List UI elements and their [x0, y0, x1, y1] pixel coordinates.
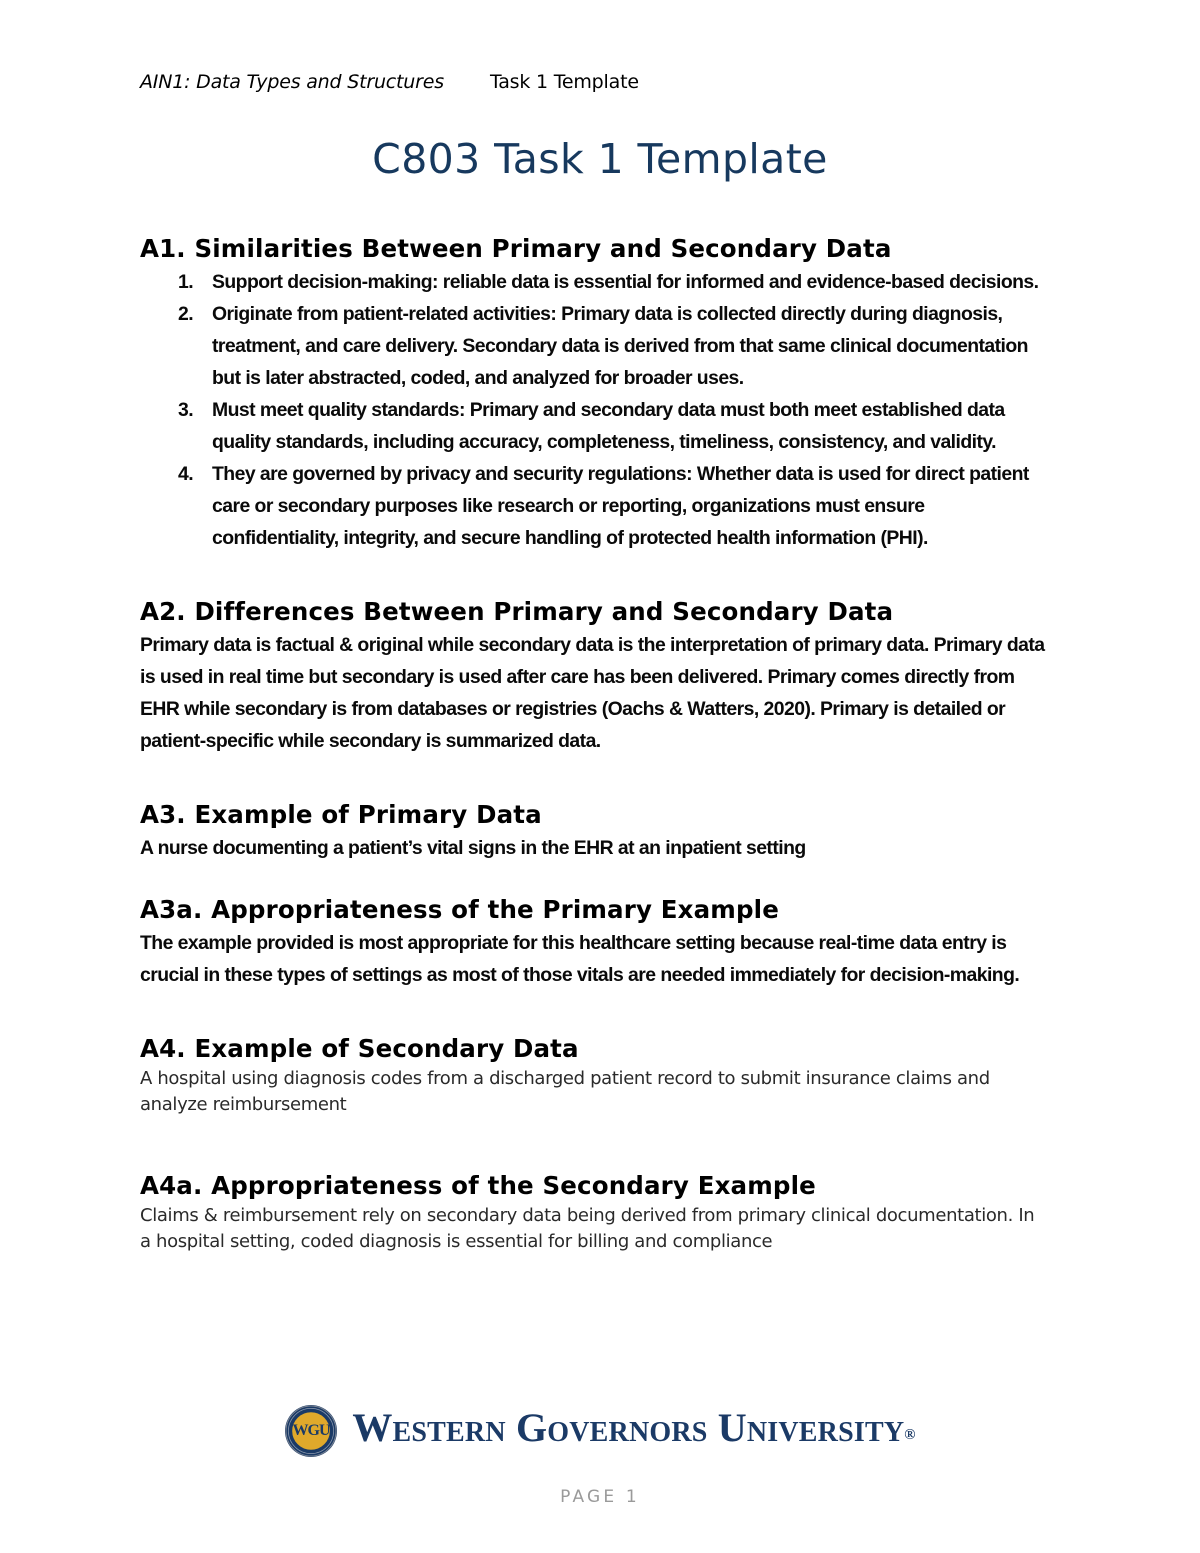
list-item-text: Originate from patient-related activities: Primary data is collected directly during diagnosis, treatment, and care delivery. Secondary data is derived from that same clinical documentation but is later abstracted, coded, and analyzed for broader uses. — [212, 303, 1028, 389]
page-title: C803 Task 1 Template — [372, 135, 828, 183]
svg-text:WGU: WGU — [292, 1422, 330, 1439]
section-body-a2: Primary data is factual & original while secondary data is the interpretation of primary data. Primary data is used in real time but secondary is used after care has been delivered. Primary comes directly from EHR while secondary is from databases or registries (Oachs & Watters, 2020). Primary is detailed or patient-specific while secondary is summarized data. — [140, 634, 1045, 752]
section-heading-a2: A2. Differences Between Primary and Secondary Data — [140, 597, 894, 626]
spacer — [140, 864, 1048, 894]
header-course-title: AIN1: Data Types and Structures — [140, 71, 444, 93]
list-item-number: 3. — [178, 399, 194, 421]
section-body-a4a: Claims & reimbursement rely on secondary data being derived from primary clinical documentation. In a hospital setting, coded diagnosis is essential for billing and compliance — [140, 1205, 1035, 1252]
list-item-number: 2. — [178, 303, 194, 325]
spacer — [140, 1118, 1048, 1160]
similarities-list — [140, 266, 1048, 554]
section-body-a3: A nurse documenting a patient’s vital signs in the EHR at an inpatient setting — [140, 837, 806, 859]
header-task-label: Task 1 Template — [489, 71, 639, 93]
section-heading-a4a: A4a. Appropriateness of the Secondary Example — [140, 1171, 816, 1200]
list-item — [140, 298, 1048, 394]
page-number-footer: PAGE 1 — [560, 1487, 640, 1507]
wgu-seal-icon — [284, 1404, 338, 1458]
section-heading-a3a: A3a. Appropriateness of the Primary Example — [140, 895, 779, 924]
list-item-number: 4. — [178, 463, 194, 485]
list-item — [140, 394, 1048, 458]
spacer — [140, 991, 1048, 1033]
wgu-wordmark — [352, 1406, 915, 1457]
section-heading-a3: A3. Example of Primary Data — [140, 800, 542, 829]
list-item — [140, 458, 1048, 554]
wgu-wordmark-text: Western Governors University — [352, 1404, 905, 1450]
list-item-text: Support decision-making: reliable data is essential for informed and evidence-based decisions. — [212, 271, 1039, 293]
registered-mark: ® — [904, 1426, 916, 1443]
wgu-logo — [0, 1404, 1200, 1458]
list-item — [140, 266, 1048, 298]
document-body — [140, 233, 1048, 1255]
list-item-number: 1. — [178, 271, 194, 293]
list-item-text: Must meet quality standards: Primary and secondary data must both meet established data quality standards, including accuracy, completeness, timeliness, consistency, and validity. — [212, 399, 1005, 453]
running-header — [140, 70, 1050, 95]
list-item-text: They are governed by privacy and security regulations: Whether data is used for direct patient care or secondary purposes like research or reporting, organizations must ensure confidentiality, integrity, and secure handling of protected health information (PHI). — [212, 463, 1029, 549]
spacer — [140, 1160, 1048, 1170]
section-body-a3a: The example provided is most appropriate for this healthcare setting because real-time data entry is crucial in these types of settings as most of those vitals are needed immediately for decision-making. — [140, 932, 1020, 986]
section-heading-a4: A4. Example of Secondary Data — [140, 1034, 579, 1063]
spacer — [140, 554, 1048, 596]
section-body-a4: A hospital using diagnosis codes from a discharged patient record to submit insurance claims and analyze reimbursement — [140, 1068, 990, 1115]
section-heading-a1: A1. Similarities Between Primary and Secondary Data — [140, 234, 892, 263]
spacer — [140, 757, 1048, 799]
